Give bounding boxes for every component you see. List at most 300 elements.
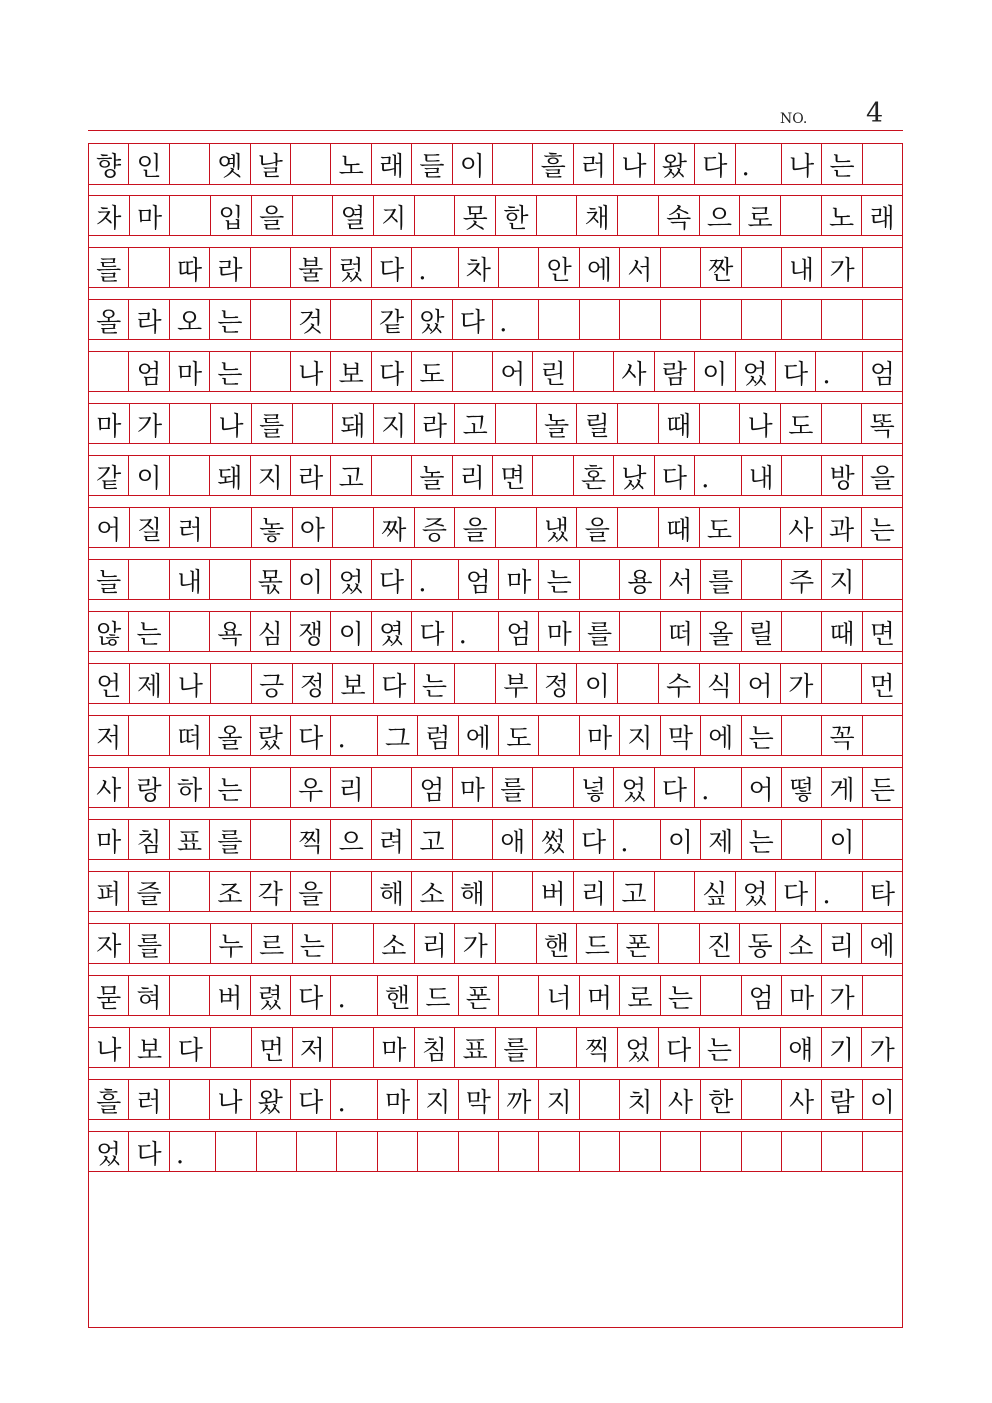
manuscript-cell: 마 [89,820,129,859]
manuscript-cell [293,196,334,235]
manuscript-cell: 내 [170,560,210,599]
manuscript-cell: 는 [742,716,782,755]
manuscript-cell: 을 [869,463,895,494]
manuscript-cell: 를 [496,1028,537,1067]
manuscript-cell [170,976,210,1015]
manuscript-cell: 다 [170,1028,211,1067]
manuscript-cell [863,300,902,339]
manuscript-cell: 인 [129,144,169,184]
manuscript-cell [333,924,374,963]
manuscript-cell: 차 [459,248,499,287]
manuscript-cell: 을 [455,508,496,547]
manuscript-cell [701,300,741,339]
manuscript-cell: 랑 [129,768,169,807]
manuscript-cell: 때 [822,612,862,651]
manuscript-cell [291,144,331,184]
manuscript-cell: 핸 [537,924,578,963]
manuscript-cell: 래 [372,144,412,184]
manuscript-cell: . [331,716,377,755]
manuscript-row [89,403,902,444]
manuscript-cell: 안 [539,248,579,287]
manuscript-cell: 표 [455,1028,496,1067]
manuscript-cell: 냈 [537,508,578,547]
manuscript-cell [580,1080,620,1119]
manuscript-row [89,715,902,756]
manuscript-cell: 심 [251,612,291,651]
manuscript-cell: 저 [293,1028,334,1067]
manuscript-cell: 해 [372,872,412,911]
manuscript-cell [863,820,902,859]
manuscript-cell: 마 [89,404,130,443]
manuscript-cell [333,1028,374,1067]
manuscript-cell: 이 [331,612,371,651]
manuscript-cell: 랐 [251,716,291,755]
manuscript-cell [499,248,539,287]
manuscript-cell [211,664,252,703]
manuscript-cell: 사 [614,352,654,391]
manuscript-cell: 오 [170,300,210,339]
manuscript-cell: 러 [574,144,614,184]
manuscript-cell: 향 [89,144,129,184]
manuscript-cell: 지 [539,1080,579,1119]
manuscript-cell: 도 [412,352,452,391]
manuscript-cell [216,1132,256,1171]
manuscript-cell [170,404,211,443]
manuscript-cell: 에 [701,716,741,755]
manuscript-cell: 혼 [574,456,614,495]
manuscript-cell [661,1132,701,1171]
manuscript-cell [782,612,822,651]
manuscript-cell [415,196,456,235]
manuscript-cell [537,196,578,235]
manuscript-cell: 나 [170,664,211,703]
manuscript-cell: 는 [210,300,250,339]
manuscript-cell: 조 [210,872,250,911]
manuscript-cell: 는 [661,976,701,1015]
manuscript-cell: 사 [661,1080,701,1119]
manuscript-cell: 날 [251,144,291,184]
manuscript-cell: 정 [537,664,578,703]
manuscript-cell: 렸 [251,976,291,1015]
manuscript-cell: 너 [539,976,579,1015]
manuscript-cell: 다 [129,1132,169,1171]
manuscript-cell: 혀 [129,976,169,1015]
manuscript-cell: 면 [869,619,895,650]
manuscript-cell: 못 [455,196,496,235]
manuscript-cell: 리 [822,924,863,963]
manuscript-cell: 보 [331,352,371,391]
manuscript-cell: 었 [618,1028,659,1067]
manuscript-cell [211,1028,252,1067]
manuscript-cell: 를 [580,612,620,651]
manuscript-cell: 다 [695,144,735,184]
manuscript-cell [293,404,334,443]
manuscript-cell: 입 [211,196,252,235]
manuscript-cell: 증 [415,508,456,547]
manuscript-cell [863,560,902,599]
manuscript-cell: 로 [620,976,660,1015]
manuscript-cell: 않 [89,612,129,651]
manuscript-cell: 먼 [252,1028,293,1067]
manuscript-cell: 고 [614,872,654,911]
manuscript-cell [251,300,291,339]
manuscript-cell [533,456,573,495]
manuscript-cell: 진 [700,924,741,963]
manuscript-cell: 마 [580,716,620,755]
manuscript-cell: 보 [130,1028,171,1067]
manuscript-cell: 마 [539,612,579,651]
manuscript-row [89,144,902,185]
manuscript-row [89,1131,902,1172]
manuscript-row [89,611,902,652]
manuscript-cell [574,352,614,391]
manuscript-cell: 침 [415,1028,456,1067]
manuscript-cell: 어 [493,352,533,391]
manuscript-cell: 우 [291,768,331,807]
manuscript-cell: 는 [293,924,334,963]
manuscript-cell [499,976,539,1015]
manuscript-row [89,247,902,288]
manuscript-cell: 속 [659,196,700,235]
manuscript-cell: 늘 [89,560,129,599]
manuscript-cell: 긍 [252,664,293,703]
manuscript-cell: 는 [539,560,579,599]
page-number-label: NO. [780,111,808,127]
manuscript-cell: 내 [742,456,782,495]
manuscript-cell: 서 [620,248,660,287]
manuscript-cell: 해 [453,872,493,911]
manuscript-cell: 엄 [742,976,782,1015]
manuscript-row [89,559,902,600]
manuscript-cell: 이 [661,820,701,859]
manuscript-cell: 든 [869,775,895,806]
manuscript-cell: 머 [580,976,620,1015]
manuscript-cell: 다 [776,352,816,391]
manuscript-cell [129,248,169,287]
manuscript-cell: 으 [700,196,741,235]
manuscript-cell [782,456,822,495]
manuscript-cell: 얘 [781,1028,822,1067]
manuscript-cell: 싶 [695,872,735,911]
manuscript-cell [251,768,291,807]
manuscript-cell: 소 [781,924,822,963]
manuscript-cell [782,716,822,755]
manuscript-cell: 엄 [459,560,499,599]
manuscript-cell: 수 [659,664,700,703]
manuscript-cell: 게 [822,768,862,807]
manuscript-cell [822,1132,862,1171]
manuscript-cell: 돼 [210,456,250,495]
manuscript-cell [701,976,741,1015]
manuscript-cell: 에 [580,248,620,287]
manuscript-cell: 때 [659,404,700,443]
manuscript-cell [781,196,822,235]
manuscript-cell [539,300,579,339]
manuscript-cell: 을 [291,872,331,911]
manuscript-cell [661,300,701,339]
manuscript-cell: 릴 [742,612,782,651]
manuscript-cell: . [493,300,539,339]
manuscript-cell: 들 [412,144,452,184]
manuscript-cell: 면 [493,456,533,495]
manuscript-cell: 다 [574,820,614,859]
manuscript-cell: 쟁 [291,612,331,651]
manuscript-cell: 마 [453,768,493,807]
manuscript-cell: 차 [89,196,130,235]
manuscript-cell: 것 [291,300,331,339]
manuscript-cell: 도 [781,404,822,443]
manuscript-cell: 으 [331,820,371,859]
manuscript-cell [210,560,250,599]
manuscript-cell: 나 [614,144,654,184]
manuscript-cell: 저 [89,716,129,755]
manuscript-cell [170,872,210,911]
manuscript-cell: . [170,1132,216,1171]
manuscript-cell: 질 [130,508,171,547]
manuscript-cell [700,404,741,443]
manuscript-cell: 를 [252,404,293,443]
manuscript-cell [620,300,660,339]
manuscript-cell: 침 [129,820,169,859]
manuscript-cell: 각 [251,872,291,911]
manuscript-cell: 러 [170,508,211,547]
manuscript-cell [659,924,700,963]
manuscript-cell: 로 [740,196,781,235]
manuscript-cell: 옛 [210,144,250,184]
manuscript-cell: 먼 [869,671,895,702]
manuscript-cell: 노 [331,144,371,184]
manuscript-cell [782,820,822,859]
manuscript-cell [580,300,620,339]
manuscript-cell: 가 [455,924,496,963]
manuscript-cell [331,872,371,911]
header-divider [88,130,903,131]
manuscript-cell: 버 [210,976,250,1015]
manuscript-cell: 제 [701,820,741,859]
manuscript-cell: 는 [129,612,169,651]
manuscript-cell: 용 [620,560,660,599]
manuscript-grid [88,143,903,1328]
manuscript-cell [337,1132,377,1171]
manuscript-cell: 누 [211,924,252,963]
manuscript-cell: 막 [661,716,701,755]
manuscript-cell: 지 [374,404,415,443]
manuscript-cell: 다 [291,716,331,755]
manuscript-cell: 방 [822,456,862,495]
manuscript-cell: 어 [740,664,781,703]
manuscript-cell: 가 [869,1035,895,1066]
manuscript-cell: 꼭 [822,716,862,755]
manuscript-cell: . [816,872,862,911]
manuscript-cell: 그 [378,716,418,755]
manuscript-row [89,663,902,704]
manuscript-cell: 열 [333,196,374,235]
manuscript-cell: 지 [374,196,415,235]
manuscript-cell: 었 [736,872,776,911]
manuscript-cell [170,196,211,235]
manuscript-cell [493,144,533,184]
manuscript-cell: 자 [89,924,130,963]
manuscript-cell: 흘 [89,1080,129,1119]
manuscript-cell [459,1132,499,1171]
manuscript-cell [661,248,701,287]
manuscript-cell: 핸 [378,976,418,1015]
manuscript-cell [740,508,781,547]
manuscript-cell: 나 [782,144,822,184]
manuscript-cell: 었 [736,352,776,391]
manuscript-cell [618,196,659,235]
manuscript-cell: . [695,456,741,495]
manuscript-cell: 다 [412,612,452,651]
manuscript-cell: 나 [211,404,252,443]
manuscript-cell: 다 [453,300,493,339]
manuscript-cell: 리 [415,924,456,963]
manuscript-cell: 찍 [291,820,331,859]
manuscript-cell [822,404,863,443]
manuscript-cell [129,560,169,599]
manuscript-row [89,819,902,860]
manuscript-cell: 떠 [661,612,701,651]
manuscript-cell: 올 [89,300,129,339]
manuscript-cell: 지 [822,560,862,599]
manuscript-cell [580,560,620,599]
manuscript-cell: 었 [614,768,654,807]
manuscript-cell: 지 [251,456,291,495]
manuscript-cell: 제 [130,664,171,703]
manuscript-cell: 다 [291,1080,331,1119]
manuscript-cell [418,1132,458,1171]
manuscript-cell [618,508,659,547]
manuscript-row [89,871,902,912]
manuscript-cell: 는 [210,768,250,807]
manuscript-cell: 엄 [869,359,895,390]
manuscript-row [89,767,902,808]
manuscript-cell [742,560,782,599]
manuscript-cell: 따 [170,248,210,287]
manuscript-cell: 이 [453,144,493,184]
manuscript-cell: 어 [89,508,130,547]
manuscript-cell: 한 [496,196,537,235]
manuscript-cell: 마 [374,1028,415,1067]
manuscript-row [89,507,902,548]
manuscript-row [89,1079,902,1120]
manuscript-cell: 드 [577,924,618,963]
manuscript-cell: 올 [701,612,741,651]
manuscript-cell [742,1132,782,1171]
manuscript-cell: 놀 [412,456,452,495]
manuscript-cell: 보 [333,664,374,703]
manuscript-cell [89,352,129,391]
manuscript-cell: 이 [129,456,169,495]
manuscript-cell: 이 [577,664,618,703]
manuscript-cell: . [331,1080,377,1119]
manuscript-cell: 가 [130,404,171,443]
manuscript-cell [251,352,291,391]
manuscript-cell: 람 [822,1080,862,1119]
manuscript-cell: 를 [493,768,533,807]
manuscript-cell: 한 [701,1080,741,1119]
manuscript-cell: 리 [574,872,614,911]
manuscript-cell: . [816,352,862,391]
manuscript-cell: 르 [252,924,293,963]
manuscript-cell: 을 [252,196,293,235]
manuscript-cell: 려 [372,820,412,859]
manuscript-cell [822,300,862,339]
manuscript-cell: 언 [89,664,130,703]
manuscript-cell [453,352,493,391]
manuscript-cell: 때 [659,508,700,547]
manuscript-cell: 나 [740,404,781,443]
manuscript-cell: 고 [455,404,496,443]
manuscript-cell [170,456,210,495]
manuscript-cell: 라 [129,300,169,339]
manuscript-cell [620,1132,660,1171]
manuscript-cell: 나 [291,352,331,391]
manuscript-cell: . [412,248,458,287]
manuscript-cell: 막 [459,1080,499,1119]
manuscript-cell: 돼 [333,404,374,443]
manuscript-cell: 나 [210,1080,250,1119]
manuscript-cell: 똑 [869,411,895,442]
manuscript-cell: 다 [374,664,415,703]
manuscript-cell: 과 [822,508,863,547]
manuscript-cell: 욕 [210,612,250,651]
manuscript-cell: 어 [742,768,782,807]
manuscript-cell: 이 [291,560,331,599]
manuscript-cell: 를 [130,924,171,963]
manuscript-cell: 사 [781,508,822,547]
manuscript-cell [863,976,902,1015]
manuscript-cell: 나 [89,1028,130,1067]
manuscript-cell: 짠 [701,248,741,287]
manuscript-cell: 올 [210,716,250,755]
manuscript-cell: 엄 [412,768,452,807]
manuscript-cell: 가 [822,976,862,1015]
manuscript-cell [618,404,659,443]
manuscript-cell: 폰 [459,976,499,1015]
manuscript-cell: 마 [499,560,539,599]
manuscript-cell: 라 [415,404,456,443]
manuscript-cell: 부 [496,664,537,703]
manuscript-cell: 식 [700,664,741,703]
manuscript-cell: 내 [782,248,822,287]
manuscript-cell [863,248,902,287]
manuscript-cell: 타 [869,879,895,910]
manuscript-cell: 마 [130,196,171,235]
manuscript-cell: 표 [170,820,210,859]
manuscript-cell: 를 [89,248,129,287]
manuscript-cell: 었 [89,1132,129,1171]
manuscript-cell: 린 [533,352,573,391]
manuscript-cell: 다 [291,976,331,1015]
manuscript-cell: 기 [822,1028,863,1067]
manuscript-cell: 다 [659,1028,700,1067]
manuscript-cell: 떠 [170,716,210,755]
manuscript-cell: . [331,976,377,1015]
manuscript-cell [863,1132,902,1171]
manuscript-cell: 고 [331,456,371,495]
manuscript-cell: 는 [700,1028,741,1067]
manuscript-cell: 왔 [655,144,695,184]
manuscript-cell: 왔 [251,1080,291,1119]
manuscript-cell: 같 [372,300,412,339]
manuscript-cell: 채 [577,196,618,235]
manuscript-cell: 다 [655,768,695,807]
manuscript-cell: 다 [372,560,412,599]
manuscript-cell: 놀 [537,404,578,443]
manuscript-cell: 정 [293,664,334,703]
manuscript-cell: 는 [869,515,895,546]
